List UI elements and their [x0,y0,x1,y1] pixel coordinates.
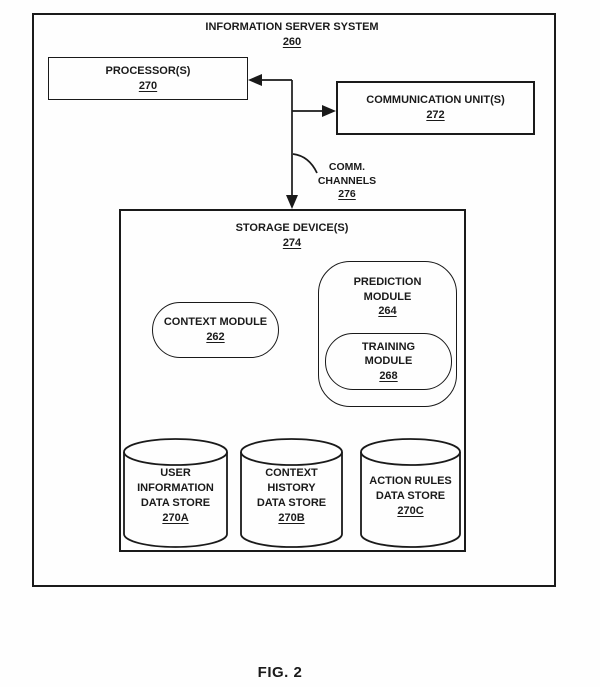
system-ref-260: 260 [282,36,302,48]
comm-channels-connector [262,80,322,196]
comm-channels-label [314,161,380,202]
store1-line2: INFORMATION [137,482,214,494]
store1-ref-270A: 270A [162,512,189,524]
comm-channels-ref-276: 276 [338,188,356,200]
prediction-module-label [318,275,457,319]
context-module-ref-262: 262 [206,331,225,343]
store3-ref-270C: 270C [397,505,424,517]
prediction-line1: PREDICTION [353,276,422,288]
processor-label: PROCESSOR(S) [105,64,191,77]
arrow-right-icon [322,105,336,117]
communication-unit-label: COMMUNICATION UNIT(S) [366,94,505,106]
prediction-line2: MODULE [363,290,412,303]
context-module-label: CONTEXT MODULE [163,316,268,328]
comm-channels-line1: COMM. [328,161,366,173]
communication-unit-ref-272: 272 [426,109,445,121]
figure-caption: FIG. 2 [257,664,303,681]
store2-line3: DATA STORE [256,497,327,509]
store2-line1: CONTEXT [265,467,318,479]
user-information-data-store-label [124,466,227,526]
context-module [152,302,279,358]
training-module [325,333,452,390]
store2-ref-270B: 270B [278,512,305,524]
context-history-data-store-label [241,466,342,526]
store1-line3: DATA STORE [140,497,211,509]
store2-line2: HISTORY [267,482,316,494]
action-rules-data-store-label [361,474,460,519]
comm-channels-line2: CHANNELS [317,174,377,187]
prediction-ref-264: 264 [378,305,397,317]
storage-devices-title [142,221,442,251]
store1-line1: USER [160,467,191,479]
storage-ref-274: 274 [282,237,302,249]
processor-ref-270: 270 [138,79,158,92]
store3-line1: ACTION RULES [369,475,452,487]
arrow-down-icon [286,195,298,209]
system-title-text: INFORMATION SERVER SYSTEM [205,21,379,33]
training-ref-268: 268 [379,369,398,382]
training-line2: MODULE [364,355,413,368]
arrow-left-icon [248,74,262,86]
store3-line2: DATA STORE [375,490,446,502]
storage-title-text: STORAGE DEVICE(S) [235,222,349,234]
training-line1: TRAINING [361,340,416,353]
